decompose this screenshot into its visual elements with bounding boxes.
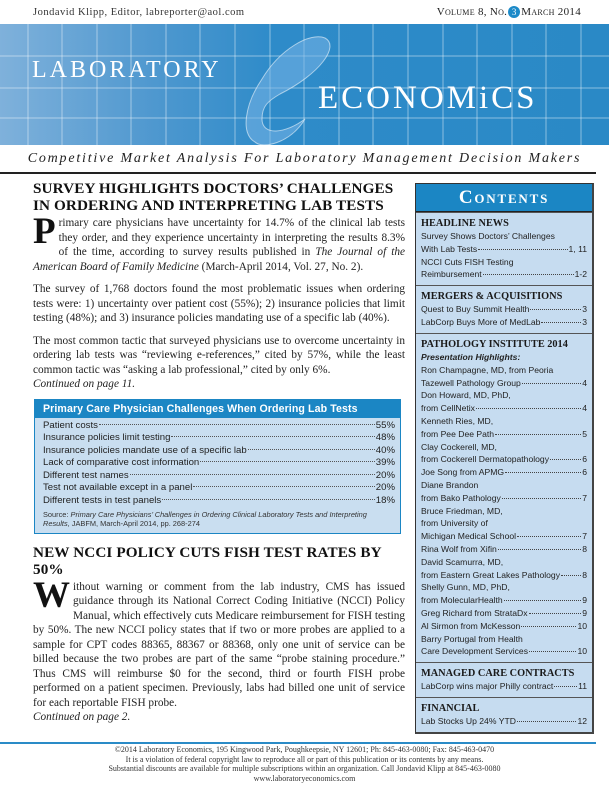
toc-item-page: 6 (582, 467, 587, 478)
survey-table-rows (35, 418, 400, 508)
divider (0, 172, 596, 174)
toc-item[interactable] (421, 316, 587, 329)
article2-headline: NEW NCCI POLICY CUTS FISH TEST RATES BY 50% (33, 543, 382, 578)
row-value: 48% (375, 432, 395, 444)
issue-date: March 2014 (521, 6, 581, 18)
toc-item[interactable] (421, 364, 587, 377)
toc-item-page: 1, 11 (568, 243, 587, 254)
toc-section-title: PATHOLOGY INSTITUTE 2014 (421, 338, 568, 350)
logo-laboratory: LABORATORY (32, 57, 222, 83)
article1-paragraph3 (33, 334, 405, 392)
toc-item-text: Ron Champagne, MD, from Peoria (421, 364, 554, 375)
toc-item[interactable] (421, 256, 587, 269)
footer (0, 745, 609, 783)
table-row (35, 470, 400, 483)
table-row (35, 457, 400, 470)
toc-item[interactable] (421, 505, 587, 518)
toc-item-text: from MolecularHealth (421, 595, 503, 606)
row-value: 18% (375, 495, 395, 507)
article2-p1-text: ithout warning or comment from the lab industry, CMS has issued guidance through its National Correct Coding Initiative (NCCI) Policy Manual, which effectively cuts Medicare reimbursement for FISH testing by 50%. The new NCCI policy states that if two or more probes are applied to a sample for CPT codes 88365, 88367 or 88368, only one unit of service can be billed because the two probes are part of the same “probe staining procedure.” Thus CMS will reimburse $0 for the second, third or fourth FISH probe performed on a patient specimen. Previously, labs had billed one unit of service for each reportable FISH probe. (33, 580, 406, 709)
toc-section-title: FINANCIAL (421, 702, 480, 714)
toc-item-page: 6 (582, 454, 587, 465)
toc-item-text: NCCI Cuts FISH Testing (421, 256, 514, 267)
toc-item-text: Michigan Medical School (421, 531, 517, 542)
table-row (35, 445, 400, 458)
toc-item[interactable] (421, 402, 587, 415)
dropcap: P (33, 211, 56, 252)
row-label: Different tests in test panels (43, 495, 162, 507)
source-title: Primary Care Physicians’ Challenges in Ordering Clinical Laboratory Tests and Interpreting Results (43, 509, 367, 529)
toc-item-text: Diane Brandon (421, 479, 479, 490)
toc-item-text: Greg Richard from StrataDx (421, 607, 528, 618)
toc-item-page: 11 (578, 681, 587, 692)
contents-box (415, 183, 594, 734)
tagline: Competitive Market Analysis For Laboratory Management Decision Makers (27, 151, 582, 166)
toc-item-text: Survey Shows Doctors’ Challenges (421, 231, 555, 241)
toc-item[interactable] (421, 715, 587, 728)
footer-copyright: It is a violation of federal copyright law to reproduce all or part of this publication or its contents by any means. (125, 754, 484, 764)
toc-item[interactable] (421, 377, 587, 390)
toc-item-text: Clay Cockerell, MD, (421, 441, 497, 452)
toc-section-title: MERGERS & ACQUISITIONS (421, 291, 563, 303)
article1-p1-text: rimary care physicians have uncertainty for 14.7% of the clinical lab tests they order, and they experience uncertainty in interpreting the results 8.3% of the time, according to survey results published in (58, 217, 405, 258)
toc-item-text: from CellNetix (421, 403, 475, 414)
toc-item-page: 7 (582, 531, 587, 542)
article2-paragraph1 (33, 574, 406, 725)
toc-item[interactable] (421, 268, 587, 281)
toc-item[interactable] (421, 581, 587, 594)
toc-item-page: 8 (582, 569, 587, 580)
source-tail: , JABFM, March-April 2014, pp. 268-274 (67, 519, 200, 529)
toc-item-page: 9 (582, 607, 587, 618)
toc-item-text: LabCorp wins major Philly contract (421, 681, 554, 692)
issue-info (437, 6, 581, 18)
toc-item-text: Tazewell Pathology Group (421, 377, 521, 388)
toc-item-text: Barry Portugal from Health (421, 633, 523, 644)
toc-item[interactable] (421, 530, 587, 543)
dropcap: W (33, 574, 70, 616)
footer-subscriptions: Substantial discounts are available for multiple subscriptions within an organization. Call Jondavid Klipp at 845-463-0080 (108, 764, 501, 774)
toc-section-managed-care (416, 662, 592, 697)
logo-economics: ECONOMiCS (318, 80, 538, 116)
main-column (33, 180, 405, 725)
toc-item[interactable] (421, 633, 587, 646)
toc-item-text: With Lab Tests (421, 243, 478, 254)
issue-number-badge: 3 (508, 6, 520, 18)
toc-item-text: Care Development Services (421, 646, 528, 657)
row-value: 20% (375, 469, 395, 481)
article1-p3-text: The most common tactic that surveyed physicians use to overcome uncertainty in ordering lab tests was “reviewing e-references,” cited by 57%, while the least common tactic was “asking a lab professional,” cited by only 6%. (33, 334, 405, 376)
toc-item[interactable] (421, 680, 587, 693)
toc-item-text: from Cockerell Dermatopathology (421, 454, 550, 465)
article1-headline: SURVEY HIGHLIGHTS DOCTORS’ CHALLENGES IN ORDERING AND INTERPRETING LAB TESTS (33, 180, 394, 214)
toc-item-page: 3 (582, 316, 587, 327)
row-label: Lack of comparative cost information (43, 457, 200, 469)
row-label: Test not available except in a panel (43, 482, 193, 494)
toc-item-page: 8 (582, 543, 587, 554)
toc-item[interactable] (421, 492, 587, 505)
editor-line: Jondavid Klipp, Editor, labreporter@aol.com (33, 7, 245, 18)
survey-table-source (35, 508, 400, 533)
toc-item-text: from University of (421, 518, 488, 529)
toc-item[interactable] (421, 543, 587, 556)
toc-item-text: Don Howard, MD, PhD, (421, 390, 511, 401)
toc-item-page: 10 (577, 646, 587, 657)
toc-section-headline-news (416, 212, 592, 285)
row-value: 20% (375, 482, 395, 494)
article1-p1-tail: (March-April 2014, Vol. 27, No. 2). (198, 260, 364, 273)
toc-item[interactable] (421, 243, 587, 256)
footer-address: ©2014 Laboratory Economics, 195 Kingwood Park, Poughkeepsie, NY 12601; Ph: 845-463-0080; Fax: 845-463-0470 (114, 745, 495, 754)
contents-title: Contents (416, 184, 592, 212)
table-row (35, 482, 400, 495)
toc-item-text: from Pee Dee Path (421, 428, 495, 439)
toc-item-text: LabCorp Buys More of MedLab (421, 316, 541, 327)
footer-website-link[interactable]: www.laboratoryeconomics.com (253, 773, 356, 783)
toc-item-page: 1-2 (574, 269, 587, 280)
toc-item-text: Lab Stocks Up 24% YTD (421, 715, 516, 726)
toc-item-page: 4 (582, 403, 587, 414)
toc-item[interactable] (421, 415, 587, 428)
toc-item-text: David Scamurra, MD, (421, 556, 504, 567)
toc-item-page: 7 (582, 492, 587, 503)
row-label: Insurance policies limit testing (43, 432, 171, 444)
continued-link[interactable]: Continued on page 11. (33, 378, 136, 390)
footer-divider (0, 742, 596, 744)
row-value: 55% (375, 419, 395, 431)
toc-item[interactable] (421, 230, 587, 243)
toc-section-mergers (416, 285, 592, 333)
journal-title: The Journal of the American Board of Family Medicine (33, 246, 406, 273)
row-label: Different test names (43, 469, 129, 481)
row-label: Insurance policies mandate use of a specific lab (43, 444, 247, 456)
article1-paragraph1 (33, 211, 406, 274)
toc-item[interactable] (421, 594, 587, 607)
table-row (35, 420, 400, 433)
toc-item-text: from Eastern Great Lakes Pathology (421, 569, 561, 580)
toc-item-page: 10 (577, 620, 587, 631)
toc-item-text: Bruce Friedman, MD, (421, 505, 503, 516)
toc-item[interactable] (421, 303, 587, 316)
toc-item[interactable] (421, 517, 587, 530)
row-value: 40% (375, 444, 395, 456)
toc-subtitle: Presentation Highlights: (421, 351, 521, 362)
toc-item[interactable] (421, 569, 587, 582)
survey-table-title: Primary Care Physician Challenges When Ordering Lab Tests (35, 400, 400, 418)
toc-item-page: 12 (577, 715, 587, 726)
toc-item-page: 4 (582, 377, 587, 388)
toc-item-text: Al Sirmon from McKesson (421, 620, 521, 631)
volume-label: Volume 8, No. (436, 6, 508, 18)
masthead-banner (0, 24, 609, 145)
article1-paragraph2: The survey of 1,768 doctors found the most problematic issues when ordering tests were: 1) uncertainty over patient cost (55%); 2) insurance policies that limit testing (48%); and 3) insurance policies mandating use of a specific lab (40%). (33, 283, 405, 324)
row-label: Patient costs (43, 419, 98, 431)
toc-item-text: from Bako Pathology (421, 492, 501, 503)
toc-item-text: Rina Wolf from Xifin (421, 543, 497, 554)
toc-item[interactable] (421, 466, 587, 479)
toc-item[interactable] (421, 389, 587, 402)
toc-item[interactable] (421, 441, 587, 454)
toc-item[interactable] (421, 428, 587, 441)
continued-link[interactable]: Continued on page 2. (33, 711, 131, 724)
toc-item[interactable] (421, 556, 587, 569)
toc-item-text: Shelly Gunn, MD, PhD, (421, 582, 510, 593)
survey-table (34, 399, 401, 534)
toc-section-pathology (416, 333, 592, 662)
toc-item[interactable] (421, 479, 587, 492)
toc-item[interactable] (421, 645, 587, 658)
toc-section-title: HEADLINE NEWS (421, 218, 509, 229)
table-row (35, 495, 400, 508)
toc-item-page: 5 (582, 428, 587, 439)
toc-section-title: MANAGED CARE CONTRACTS (421, 668, 575, 680)
row-value: 39% (375, 457, 395, 469)
toc-section-financial (416, 697, 592, 732)
toc-item-text: Joe Song from APMG (421, 467, 505, 478)
toc-item-page: 3 (582, 304, 587, 315)
table-row (35, 432, 400, 445)
toc-item-text: Kenneth Ries, MD, (421, 415, 494, 426)
toc-item-text: Reimbursement (421, 269, 482, 280)
toc-item-text: Quest to Buy Summit Health (421, 304, 530, 315)
toc-item[interactable] (421, 607, 587, 620)
toc-item[interactable] (421, 620, 587, 633)
toc-item[interactable] (421, 453, 587, 466)
source-prefix: Source: (43, 509, 71, 519)
toc-item-page: 9 (582, 595, 587, 606)
